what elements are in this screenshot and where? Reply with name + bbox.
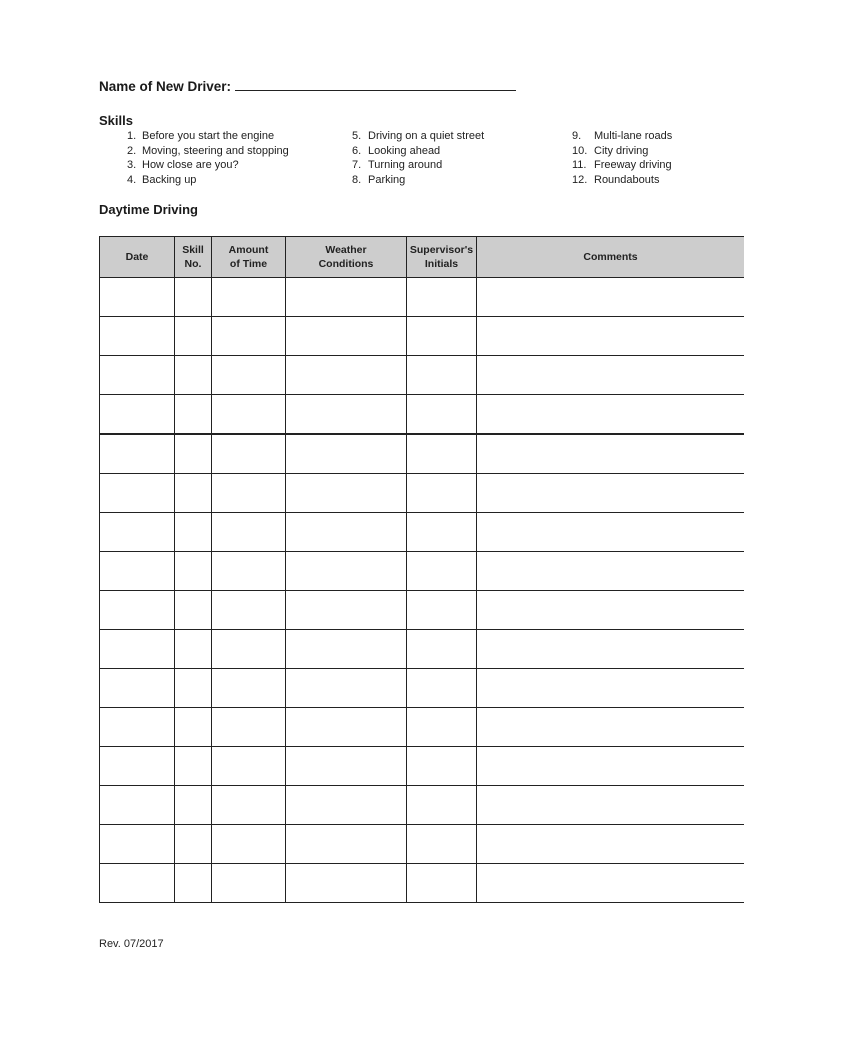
cell-amount-of-time[interactable] bbox=[212, 630, 286, 669]
cell-amount-of-time[interactable] bbox=[212, 278, 286, 317]
cell-comments[interactable] bbox=[477, 591, 745, 630]
skills-heading: Skills bbox=[99, 113, 133, 128]
cell-amount-of-time[interactable] bbox=[212, 708, 286, 747]
table-row bbox=[100, 434, 745, 474]
table-row bbox=[100, 825, 745, 864]
column-header-line: Supervisor's bbox=[409, 244, 474, 256]
cell-comments[interactable] bbox=[477, 825, 745, 864]
cell-supervisors-initials[interactable] bbox=[407, 864, 477, 903]
table-row bbox=[100, 630, 745, 669]
table-row bbox=[100, 356, 745, 395]
cell-comments[interactable] bbox=[477, 278, 745, 317]
cell-weather-conditions[interactable] bbox=[286, 786, 407, 825]
cell-comments[interactable] bbox=[477, 786, 745, 825]
column-header-comments bbox=[477, 237, 745, 278]
column-header-supervisors-initials bbox=[407, 237, 477, 278]
cell-supervisors-initials[interactable] bbox=[407, 552, 477, 591]
skill-label: Turning around bbox=[368, 159, 443, 171]
cell-weather-conditions[interactable] bbox=[286, 552, 407, 591]
cell-skill-no[interactable] bbox=[175, 630, 212, 669]
cell-supervisors-initials[interactable] bbox=[407, 434, 477, 474]
table-header-row bbox=[100, 237, 745, 278]
skill-number: 8. bbox=[352, 173, 362, 186]
driver-name-blank-line[interactable] bbox=[235, 78, 516, 91]
column-header-line: Weather bbox=[325, 244, 367, 256]
cell-weather-conditions[interactable] bbox=[286, 747, 407, 786]
column-header-line: Skill bbox=[182, 244, 204, 256]
cell-skill-no[interactable] bbox=[175, 864, 212, 903]
cell-weather-conditions[interactable] bbox=[286, 395, 407, 435]
cell-amount-of-time[interactable] bbox=[212, 474, 286, 513]
cell-date[interactable] bbox=[100, 747, 175, 786]
skill-number: 6. bbox=[352, 144, 362, 157]
skill-item bbox=[127, 158, 289, 173]
skill-label: Driving on a quiet street bbox=[368, 130, 485, 142]
skill-label: Parking bbox=[368, 173, 406, 186]
column-header-line: Conditions bbox=[318, 258, 374, 270]
cell-date[interactable] bbox=[100, 864, 175, 903]
skill-number: 10. bbox=[572, 144, 588, 157]
cell-supervisors-initials[interactable] bbox=[407, 708, 477, 747]
cell-comments[interactable] bbox=[477, 395, 745, 435]
cell-weather-conditions[interactable] bbox=[286, 434, 407, 474]
skill-item bbox=[352, 144, 484, 159]
table-row bbox=[100, 786, 745, 825]
table-row bbox=[100, 591, 745, 630]
table-row bbox=[100, 747, 745, 786]
cell-amount-of-time[interactable] bbox=[212, 786, 286, 825]
skill-item bbox=[352, 158, 484, 173]
column-header-line: Date bbox=[125, 251, 149, 263]
cell-weather-conditions[interactable] bbox=[286, 825, 407, 864]
skill-number: 1. bbox=[127, 130, 137, 142]
cell-skill-no[interactable] bbox=[175, 513, 212, 552]
cell-skill-no[interactable] bbox=[175, 395, 212, 435]
cell-supervisors-initials[interactable] bbox=[407, 474, 477, 513]
cell-skill-no[interactable] bbox=[175, 825, 212, 864]
cell-supervisors-initials[interactable] bbox=[407, 278, 477, 317]
driver-name-field[interactable] bbox=[99, 78, 516, 94]
cell-weather-conditions[interactable] bbox=[286, 356, 407, 395]
skill-item bbox=[572, 144, 672, 159]
skill-label: Roundabouts bbox=[594, 173, 660, 186]
cell-date[interactable] bbox=[100, 825, 175, 864]
cell-amount-of-time[interactable] bbox=[212, 864, 286, 903]
table-row bbox=[100, 552, 745, 591]
column-header-date bbox=[100, 237, 175, 278]
cell-skill-no[interactable] bbox=[175, 669, 212, 708]
cell-amount-of-time[interactable] bbox=[212, 317, 286, 356]
cell-skill-no[interactable] bbox=[175, 708, 212, 747]
cell-amount-of-time[interactable] bbox=[212, 669, 286, 708]
skill-label: Backing up bbox=[142, 173, 197, 186]
skill-item bbox=[127, 173, 289, 188]
skill-item bbox=[572, 129, 672, 144]
cell-date[interactable] bbox=[100, 395, 175, 435]
cell-date[interactable] bbox=[100, 356, 175, 395]
skill-number: 4. bbox=[127, 173, 137, 186]
table-row bbox=[100, 669, 745, 708]
table-row bbox=[100, 317, 745, 356]
skill-label: Freeway driving bbox=[594, 159, 672, 171]
cell-date[interactable] bbox=[100, 513, 175, 552]
cell-amount-of-time[interactable] bbox=[212, 825, 286, 864]
cell-comments[interactable] bbox=[477, 669, 745, 708]
column-header-line: Initials bbox=[424, 258, 459, 270]
cell-supervisors-initials[interactable] bbox=[407, 825, 477, 864]
cell-supervisors-initials[interactable] bbox=[407, 591, 477, 630]
cell-comments[interactable] bbox=[477, 708, 745, 747]
cell-weather-conditions[interactable] bbox=[286, 864, 407, 903]
daytime-driving-heading: Daytime Driving bbox=[99, 202, 198, 217]
skills-list-column-1 bbox=[127, 129, 289, 187]
column-header-weather-conditions bbox=[286, 237, 407, 278]
cell-weather-conditions[interactable] bbox=[286, 317, 407, 356]
cell-amount-of-time[interactable] bbox=[212, 356, 286, 395]
cell-skill-no[interactable] bbox=[175, 278, 212, 317]
cell-skill-no[interactable] bbox=[175, 317, 212, 356]
cell-supervisors-initials[interactable] bbox=[407, 513, 477, 552]
cell-date[interactable] bbox=[100, 434, 175, 474]
cell-supervisors-initials[interactable] bbox=[407, 630, 477, 669]
skill-item bbox=[127, 144, 289, 159]
cell-amount-of-time[interactable] bbox=[212, 552, 286, 591]
cell-weather-conditions[interactable] bbox=[286, 591, 407, 630]
skill-number: 7. bbox=[352, 159, 362, 171]
cell-skill-no[interactable] bbox=[175, 747, 212, 786]
cell-date[interactable] bbox=[100, 278, 175, 317]
cell-date[interactable] bbox=[100, 591, 175, 630]
skill-number: 11. bbox=[572, 159, 587, 171]
column-header-amount-of-time bbox=[212, 237, 286, 278]
skill-item bbox=[127, 129, 289, 144]
cell-supervisors-initials[interactable] bbox=[407, 317, 477, 356]
cell-skill-no[interactable] bbox=[175, 434, 212, 474]
cell-comments[interactable] bbox=[477, 630, 745, 669]
cell-supervisors-initials[interactable] bbox=[407, 395, 477, 435]
skill-item bbox=[352, 173, 484, 188]
table-row bbox=[100, 513, 745, 552]
cell-supervisors-initials[interactable] bbox=[407, 786, 477, 825]
cell-weather-conditions[interactable] bbox=[286, 630, 407, 669]
cell-date[interactable] bbox=[100, 708, 175, 747]
revision-label: Rev. 07/2017 bbox=[99, 938, 164, 950]
column-header-skill-no bbox=[175, 237, 212, 278]
skill-number: 2. bbox=[127, 144, 137, 157]
cell-skill-no[interactable] bbox=[175, 552, 212, 591]
cell-weather-conditions[interactable] bbox=[286, 708, 407, 747]
cell-date[interactable] bbox=[100, 669, 175, 708]
cell-weather-conditions[interactable] bbox=[286, 513, 407, 552]
cell-comments[interactable] bbox=[477, 747, 745, 786]
skill-label: Before you start the engine bbox=[142, 130, 275, 142]
column-header-line: No. bbox=[184, 258, 202, 270]
cell-amount-of-time[interactable] bbox=[212, 513, 286, 552]
table-row bbox=[100, 864, 745, 903]
cell-amount-of-time[interactable] bbox=[212, 591, 286, 630]
skill-label: Looking ahead bbox=[368, 144, 441, 157]
column-header-line: Comments bbox=[583, 251, 638, 263]
cell-weather-conditions[interactable] bbox=[286, 278, 407, 317]
cell-comments[interactable] bbox=[477, 317, 745, 356]
skill-number: 9. bbox=[572, 130, 582, 142]
cell-amount-of-time[interactable] bbox=[212, 395, 286, 435]
cell-comments[interactable] bbox=[477, 864, 745, 903]
skill-item bbox=[572, 158, 672, 173]
skill-item bbox=[352, 129, 484, 144]
cell-weather-conditions[interactable] bbox=[286, 474, 407, 513]
skill-label: Multi-lane roads bbox=[594, 130, 673, 142]
column-header-line: Amount bbox=[228, 244, 269, 256]
skills-list-column-2 bbox=[352, 129, 484, 187]
cell-date[interactable] bbox=[100, 317, 175, 356]
table-row bbox=[100, 278, 745, 317]
cell-comments[interactable] bbox=[477, 474, 745, 513]
skills-list-column-3 bbox=[572, 129, 672, 187]
cell-date[interactable] bbox=[100, 786, 175, 825]
column-header-line: of Time bbox=[229, 258, 268, 270]
cell-date[interactable] bbox=[100, 630, 175, 669]
skill-label: City driving bbox=[594, 144, 649, 157]
table-row bbox=[100, 708, 745, 747]
cell-comments[interactable] bbox=[477, 552, 745, 591]
skill-number: 3. bbox=[127, 159, 137, 171]
skill-label: Moving, steering and stopping bbox=[142, 144, 289, 157]
cell-supervisors-initials[interactable] bbox=[407, 747, 477, 786]
cell-supervisors-initials[interactable] bbox=[407, 356, 477, 395]
cell-skill-no[interactable] bbox=[175, 356, 212, 395]
table-row bbox=[100, 395, 745, 435]
table-row bbox=[100, 474, 745, 513]
skill-label: How close are you? bbox=[142, 159, 239, 171]
cell-date[interactable] bbox=[100, 552, 175, 591]
cell-supervisors-initials[interactable] bbox=[407, 669, 477, 708]
cell-skill-no[interactable] bbox=[175, 591, 212, 630]
skill-number: 12. bbox=[572, 173, 588, 186]
driver-name-label: Name of New Driver: bbox=[99, 79, 232, 94]
cell-weather-conditions[interactable] bbox=[286, 669, 407, 708]
skill-item bbox=[572, 173, 672, 188]
daytime-driving-log-table bbox=[99, 236, 744, 903]
cell-amount-of-time[interactable] bbox=[212, 747, 286, 786]
cell-amount-of-time[interactable] bbox=[212, 434, 286, 474]
cell-date[interactable] bbox=[100, 474, 175, 513]
cell-comments[interactable] bbox=[477, 356, 745, 395]
skill-number: 5. bbox=[352, 130, 362, 142]
cell-comments[interactable] bbox=[477, 434, 745, 474]
cell-skill-no[interactable] bbox=[175, 786, 212, 825]
cell-comments[interactable] bbox=[477, 513, 745, 552]
cell-skill-no[interactable] bbox=[175, 474, 212, 513]
